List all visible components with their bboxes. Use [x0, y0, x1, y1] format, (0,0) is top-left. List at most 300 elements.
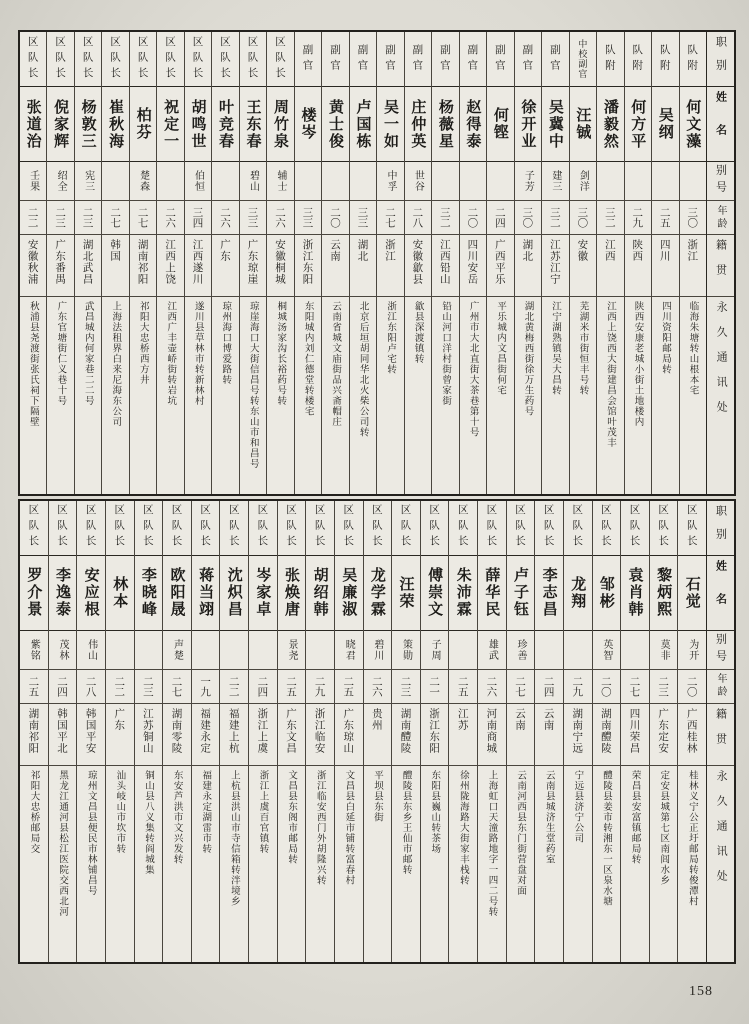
person-column: [239, 32, 266, 494]
address-cell: 临海朱塘转山根本宅: [687, 301, 699, 396]
address-cell: 江西广丰壶峤街转岩坑: [165, 301, 177, 406]
person-column: [349, 32, 376, 494]
alias-cell: [432, 162, 458, 201]
name-cell: 卢子钰: [507, 556, 535, 631]
address-cell: 江宁湖熟镇吴大昌转: [550, 301, 562, 396]
address-cell: 祁阳大忠桥西方井: [137, 301, 149, 385]
address-cell: 北京后垣胡同华北火柴公司转: [357, 301, 369, 438]
age-cell: 二四: [249, 670, 277, 704]
native-place-cell: 浙江东阳: [421, 704, 449, 766]
address-cell: 定安县城第七区南闾水乡: [658, 769, 670, 885]
age-cell: 三二: [432, 201, 458, 235]
position-cell: 队附: [597, 32, 623, 87]
native-place-cell: 浙江上虞: [249, 704, 277, 766]
age-cell: 二六: [478, 670, 506, 704]
alias-cell: 英智: [593, 631, 621, 670]
person-column: [420, 501, 449, 963]
name-cell: 吴廉淑: [335, 556, 363, 631]
age-cell: 二四: [535, 670, 563, 704]
person-column: [74, 32, 101, 494]
address-cell: 上海法租界白来尼海东公司: [110, 301, 122, 427]
age-cell: 二六: [364, 670, 392, 704]
position-cell: 区队长: [220, 501, 248, 556]
name-cell: 龙学霖: [364, 556, 392, 631]
address-cell: 浙江东阳卢宅转: [385, 301, 397, 375]
address-cell: 平乐城内文昌街何宅: [495, 301, 507, 396]
age-cell: 二〇: [322, 201, 348, 235]
address-cell: 云南县城济生堂药室: [543, 769, 555, 864]
native-place-cell: 湖南宁远: [564, 704, 592, 766]
age-cell: 二三: [392, 670, 420, 704]
position-cell: 区队长: [249, 501, 277, 556]
address-cell: 琼州海口博爱路转: [220, 301, 232, 385]
row-label-native-place: 籍贯: [707, 235, 734, 297]
address-cell: 广东官塘街仁义巷十号: [55, 301, 67, 406]
native-place-cell: 广东: [106, 704, 134, 766]
native-place-cell: 湖南祁阳: [20, 704, 48, 766]
name-cell: 黎炳熙: [650, 556, 678, 631]
age-cell: 二九: [625, 201, 651, 235]
name-cell: 张焕唐: [278, 556, 306, 631]
age-cell: 二七: [621, 670, 649, 704]
address-cell: 福建永定湖雷市转: [200, 769, 212, 854]
alias-cell: [322, 162, 348, 201]
position-cell: 区队长: [106, 501, 134, 556]
position-cell: 区队长: [135, 501, 163, 556]
person-column: [541, 32, 568, 494]
position-cell: 区队长: [507, 501, 535, 556]
native-place-cell: 湖南醴陵: [593, 704, 621, 766]
address-cell: 江西上饶西大街建昌会馆叶茂丰: [605, 301, 616, 448]
alias-cell: [192, 631, 220, 670]
native-place-cell: 浙江: [377, 235, 403, 297]
position-cell: 副官: [515, 32, 541, 87]
address-cell: 秋浦县尧渡街张氏祠下隔壁: [27, 301, 39, 427]
alias-cell: 伯恒: [185, 162, 211, 201]
native-place-cell: 四川安岳: [460, 235, 486, 297]
name-cell: 胡绍韩: [306, 556, 334, 631]
row-label-position: 职别: [707, 501, 734, 556]
position-cell: 区队长: [335, 501, 363, 556]
alias-cell: 策勋: [392, 631, 420, 670]
address-cell: 遂川县草林市转新林村: [192, 301, 204, 406]
alias-cell: [449, 631, 477, 670]
person-column: [156, 32, 183, 494]
name-cell: 何文藻: [680, 87, 706, 162]
row-label-column: [706, 32, 734, 494]
age-cell: 三〇: [570, 201, 596, 235]
person-column: [20, 501, 48, 963]
position-cell: 区队长: [185, 32, 211, 87]
alias-cell: [621, 631, 649, 670]
address-cell: 醴陵县姜市转湘东一区泉水塘: [601, 769, 613, 906]
alias-cell: 莫非: [650, 631, 678, 670]
position-cell: 区队长: [75, 32, 101, 87]
row-label-name: 姓名: [707, 87, 734, 162]
address-cell: 浙江临安西门外胡隆兴转: [314, 769, 326, 885]
person-column: [294, 32, 321, 494]
native-place-cell: 河南商城: [478, 704, 506, 766]
address-cell: 东安芦洪市文兴发转: [171, 769, 183, 864]
native-place-cell: 广东番禺: [47, 235, 73, 297]
position-cell: 区队长: [650, 501, 678, 556]
alias-cell: [212, 162, 238, 201]
native-place-cell: 广东琼山: [335, 704, 363, 766]
native-place-cell: 浙江东阳: [295, 235, 321, 297]
native-place-cell: 安徽桐城: [267, 235, 293, 297]
age-cell: 二七: [130, 201, 156, 235]
age-cell: 二四: [49, 670, 77, 704]
person-column: [305, 501, 334, 963]
native-place-cell: 湖北: [515, 235, 541, 297]
position-cell: 副官: [487, 32, 513, 87]
age-cell: 二〇: [678, 670, 706, 704]
position-cell: 区队长: [77, 501, 105, 556]
alias-cell: 碧川: [364, 631, 392, 670]
person-column: [677, 501, 706, 963]
alias-cell: [487, 162, 513, 201]
alias-cell: [106, 631, 134, 670]
address-cell: 汕头岐山市坎市转: [114, 769, 126, 854]
age-cell: 二七: [102, 201, 128, 235]
native-place-cell: 湖南醴陵: [392, 704, 420, 766]
address-cell: 陕西安康老城小街土地楼内: [632, 301, 644, 427]
name-cell: 龙翔: [564, 556, 592, 631]
address-cell: 铅山河口洋村街曾家街: [440, 301, 452, 406]
person-column: [46, 32, 73, 494]
position-cell: 副官: [377, 32, 403, 87]
person-column: [219, 501, 248, 963]
name-cell: 汪荣: [392, 556, 420, 631]
position-cell: 区队长: [621, 501, 649, 556]
name-cell: 卢国栋: [350, 87, 376, 162]
position-cell: 区队长: [102, 32, 128, 87]
person-column: [191, 501, 220, 963]
address-cell: 铜山县八义集转阎城集: [143, 769, 155, 875]
name-cell: 岑家卓: [249, 556, 277, 631]
roster-table-top: [18, 30, 736, 496]
native-place-cell: 江西上饶: [157, 235, 183, 297]
name-cell: 庄仲英: [405, 87, 431, 162]
address-cell: 平坝县东街: [372, 769, 384, 822]
person-column: [334, 501, 363, 963]
person-column: [129, 32, 156, 494]
row-label-age: 年龄: [707, 201, 734, 235]
native-place-cell: 浙江: [680, 235, 706, 297]
alias-cell: 绍全: [47, 162, 73, 201]
native-place-cell: 安徽秋浦: [20, 235, 46, 297]
age-cell: 二二: [220, 670, 248, 704]
name-cell: 朱沛霖: [449, 556, 477, 631]
name-cell: 何铿: [487, 87, 513, 162]
alias-cell: [597, 162, 623, 201]
age-cell: 二五: [335, 670, 363, 704]
name-cell: 李志昌: [535, 556, 563, 631]
person-column: [76, 501, 105, 963]
position-cell: 队附: [680, 32, 706, 87]
age-cell: 三三: [240, 201, 266, 235]
position-cell: 区队长: [421, 501, 449, 556]
position-cell: 队附: [652, 32, 678, 87]
person-column: [134, 501, 163, 963]
name-cell: 崔秋海: [102, 87, 128, 162]
position-cell: 区队长: [535, 501, 563, 556]
native-place-cell: 广东定安: [650, 704, 678, 766]
alias-cell: 伟山: [77, 631, 105, 670]
alias-cell: 世谷: [405, 162, 431, 201]
person-column: [363, 501, 392, 963]
native-place-cell: 安徽歙县: [405, 235, 431, 297]
position-cell: 副官: [322, 32, 348, 87]
native-place-cell: 云南: [535, 704, 563, 766]
person-column: [277, 501, 306, 963]
age-cell: 三〇: [680, 201, 706, 235]
age-cell: 二二: [20, 201, 46, 235]
native-place-cell: 福建永定: [192, 704, 220, 766]
age-cell: 二四: [487, 201, 513, 235]
age-cell: 二五: [449, 670, 477, 704]
name-cell: 叶竞春: [212, 87, 238, 162]
name-cell: 祝定一: [157, 87, 183, 162]
alias-cell: 子芳: [515, 162, 541, 201]
person-column: [211, 32, 238, 494]
name-cell: 林本: [106, 556, 134, 631]
name-cell: 柏芬: [130, 87, 156, 162]
row-label-age: 年龄: [707, 670, 734, 704]
address-cell: 湖北黄梅西街徐万生药号: [522, 301, 534, 417]
age-cell: 二〇: [593, 670, 621, 704]
address-cell: 荣昌县安富镇邮局转: [629, 769, 641, 864]
alias-cell: [157, 162, 183, 201]
age-cell: 二三: [47, 201, 73, 235]
native-place-cell: 湖南零陵: [163, 704, 191, 766]
alias-cell: [306, 631, 334, 670]
name-cell: 袁肖韩: [621, 556, 649, 631]
alias-cell: [625, 162, 651, 201]
name-cell: 沈炽昌: [220, 556, 248, 631]
position-cell: 区队长: [306, 501, 334, 556]
alias-cell: 宪三: [75, 162, 101, 201]
age-cell: 二三: [135, 670, 163, 704]
roster-tables: [18, 30, 736, 964]
name-cell: 李晓峰: [135, 556, 163, 631]
native-place-cell: 湖北武昌: [75, 235, 101, 297]
address-cell: 浙江上虞百官镇转: [257, 769, 269, 854]
alias-cell: 楚森: [130, 162, 156, 201]
name-cell: 赵得泰: [460, 87, 486, 162]
address-cell: 东阳城内刘仁德堂转楼宅: [302, 301, 314, 417]
person-column: [459, 32, 486, 494]
row-label-column: [706, 501, 734, 963]
person-column: [391, 501, 420, 963]
age-cell: 二九: [564, 670, 592, 704]
age-cell: 二二: [106, 670, 134, 704]
name-cell: 蒋当翊: [192, 556, 220, 631]
name-cell: 徐开业: [515, 87, 541, 162]
native-place-cell: 云南: [507, 704, 535, 766]
name-cell: 王东春: [240, 87, 266, 162]
name-cell: 潘毅然: [597, 87, 623, 162]
position-cell: 区队长: [478, 501, 506, 556]
person-column: [20, 32, 46, 494]
address-cell: 徐州陇海路大街家丰栈转: [457, 769, 469, 885]
native-place-cell: 广西桂林: [678, 704, 706, 766]
native-place-cell: 安徽: [570, 235, 596, 297]
address-cell: 宁远县济宁公司: [572, 769, 584, 843]
name-cell: 张道治: [20, 87, 46, 162]
age-cell: 二八: [405, 201, 431, 235]
position-cell: 区队长: [20, 501, 48, 556]
row-label-address: 永久通讯处: [707, 297, 734, 494]
position-cell: 队附: [625, 32, 651, 87]
address-cell: 黑龙江通河县松江医院交西北河: [57, 769, 69, 917]
age-cell: 二一: [421, 670, 449, 704]
position-cell: 区队长: [130, 32, 156, 87]
native-place-cell: 韩国平安: [77, 704, 105, 766]
age-cell: 二三: [650, 670, 678, 704]
name-cell: 何方平: [625, 87, 651, 162]
position-cell: 副官: [350, 32, 376, 87]
alias-cell: 辅士: [267, 162, 293, 201]
name-cell: 汪铖: [570, 87, 596, 162]
position-cell: 副官: [460, 32, 486, 87]
position-cell: 中校副官: [570, 32, 596, 87]
alias-cell: 建三: [542, 162, 568, 201]
position-cell: 区队长: [212, 32, 238, 87]
position-cell: 区队长: [49, 501, 77, 556]
position-cell: 区队长: [163, 501, 191, 556]
name-cell: 杨敦三: [75, 87, 101, 162]
age-cell: 二〇: [460, 201, 486, 235]
address-cell: 武昌城内何家巷二二号: [82, 301, 94, 406]
person-column: [431, 32, 458, 494]
row-label-position: 职别: [707, 32, 734, 87]
age-cell: 二五: [278, 670, 306, 704]
name-cell: 周竹泉: [267, 87, 293, 162]
native-place-cell: 江苏江宁: [542, 235, 568, 297]
row-label-name: 姓名: [707, 556, 734, 631]
native-place-cell: 江西遂川: [185, 235, 211, 297]
position-cell: 区队长: [449, 501, 477, 556]
alias-cell: 声楚: [163, 631, 191, 670]
alias-cell: [295, 162, 321, 201]
age-cell: 二七: [377, 201, 403, 235]
name-cell: 吴冀中: [542, 87, 568, 162]
person-column: [48, 501, 77, 963]
alias-cell: 子周: [421, 631, 449, 670]
name-cell: 胡鸣世: [185, 87, 211, 162]
person-column: [679, 32, 706, 494]
native-place-cell: 广西平乐: [487, 235, 513, 297]
name-cell: 黄士俊: [322, 87, 348, 162]
alias-cell: [680, 162, 706, 201]
alias-cell: 中孚: [377, 162, 403, 201]
person-column: [448, 501, 477, 963]
name-cell: 石觉: [678, 556, 706, 631]
position-cell: 副官: [542, 32, 568, 87]
age-cell: 二七: [163, 670, 191, 704]
address-cell: 广州市大北直街大茶巷第十号: [467, 301, 479, 438]
native-place-cell: 韩国: [102, 235, 128, 297]
position-cell: 区队长: [192, 501, 220, 556]
alias-cell: [220, 631, 248, 670]
person-column: [486, 32, 513, 494]
position-cell: 区队长: [240, 32, 266, 87]
person-column: [321, 32, 348, 494]
native-place-cell: 湖南祁阳: [130, 235, 156, 297]
alias-cell: [350, 162, 376, 201]
person-column: [101, 32, 128, 494]
address-cell: 桂林义宁公正圩邮局转俊潭村: [686, 769, 698, 906]
person-column: [376, 32, 403, 494]
address-cell: 文昌县白延市铺转富春村: [343, 769, 355, 885]
person-column: [563, 501, 592, 963]
name-cell: 李逸泰: [49, 556, 77, 631]
position-cell: 区队长: [593, 501, 621, 556]
age-cell: 二八: [77, 670, 105, 704]
alias-cell: 紫铭: [20, 631, 48, 670]
address-cell: 祁阳大忠桥邮局交: [28, 769, 40, 854]
native-place-cell: 江西铅山: [432, 235, 458, 297]
position-cell: 副官: [295, 32, 321, 87]
person-column: [620, 501, 649, 963]
position-cell: 区队长: [267, 32, 293, 87]
alias-cell: [102, 162, 128, 201]
person-column: [592, 501, 621, 963]
native-place-cell: 韩国平北: [49, 704, 77, 766]
position-cell: 区队长: [564, 501, 592, 556]
age-cell: 三三: [295, 201, 321, 235]
person-column: [266, 32, 293, 494]
position-cell: 区队长: [278, 501, 306, 556]
name-cell: 倪家辉: [47, 87, 73, 162]
native-place-cell: 江苏: [449, 704, 477, 766]
alias-cell: 雄武: [478, 631, 506, 670]
person-column: [477, 501, 506, 963]
alias-cell: 景尧: [278, 631, 306, 670]
native-place-cell: 广东: [212, 235, 238, 297]
address-cell: 东阳县巍山转茶场: [429, 769, 441, 854]
age-cell: 三二: [597, 201, 623, 235]
person-column: [514, 32, 541, 494]
native-place-cell: 湖北: [350, 235, 376, 297]
native-place-cell: 四川荣昌: [621, 704, 649, 766]
position-cell: 区队长: [47, 32, 73, 87]
name-cell: 杨薇星: [432, 87, 458, 162]
age-cell: 二五: [20, 670, 48, 704]
person-column: [506, 501, 535, 963]
position-cell: 副官: [432, 32, 458, 87]
row-label-alias: 别号: [707, 631, 734, 670]
person-column: [404, 32, 431, 494]
alias-cell: [535, 631, 563, 670]
native-place-cell: 广东文昌: [278, 704, 306, 766]
address-cell: 云南省城文庙街品兴斋帽庄: [330, 301, 342, 427]
native-place-cell: 江西: [597, 235, 623, 297]
person-column: [105, 501, 134, 963]
alias-cell: 茂林: [49, 631, 77, 670]
alias-cell: [652, 162, 678, 201]
alias-cell: [135, 631, 163, 670]
name-cell: 楼岑: [295, 87, 321, 162]
native-place-cell: 浙江临安: [306, 704, 334, 766]
address-cell: 琼崖海口大街信昌号转东山市和昌号: [247, 301, 259, 469]
age-cell: 二六: [267, 201, 293, 235]
age-cell: 二九: [306, 670, 334, 704]
alias-cell: 晓君: [335, 631, 363, 670]
name-cell: 吴一如: [377, 87, 403, 162]
person-column: [649, 501, 678, 963]
